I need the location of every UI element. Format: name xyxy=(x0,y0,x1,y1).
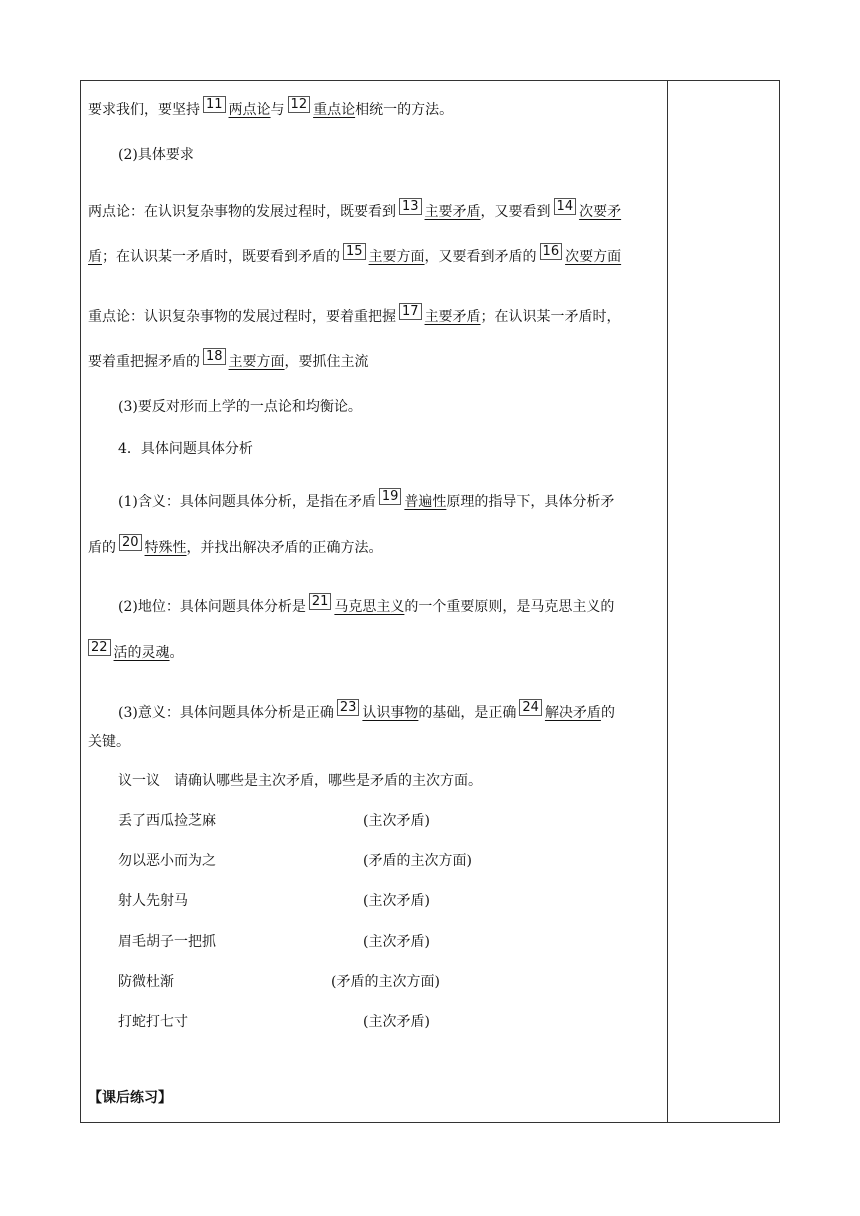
idiom-phrase: 眉毛胡子一把抓 xyxy=(118,934,216,950)
blank-number: 14 xyxy=(554,198,577,215)
text: ，要抓住主流 xyxy=(284,354,369,370)
answer: 重点论 xyxy=(313,102,356,118)
blank-number: 13 xyxy=(399,198,422,215)
paragraph-3 xyxy=(88,199,622,222)
text: 的 xyxy=(600,705,615,721)
paragraph-5 xyxy=(88,304,621,327)
blank-number: 22 xyxy=(88,639,111,656)
answer: 主要矛盾 xyxy=(424,309,481,325)
text: ，并找出解决矛盾的正确方法。 xyxy=(186,540,383,556)
paragraph-4 xyxy=(88,244,622,267)
blank-number: 23 xyxy=(337,699,360,716)
idiom-answer: (主次矛盾) xyxy=(363,813,430,829)
blank-number: 11 xyxy=(203,96,226,113)
blank-number: 21 xyxy=(309,593,332,610)
text: ，又要看到 xyxy=(480,204,551,220)
text: (3)意义：具体问题具体分析是正确 xyxy=(118,705,334,721)
text: 的一个重要原则，是马克思主义的 xyxy=(404,599,615,615)
blank-number: 15 xyxy=(343,243,366,260)
answer: 两点论 xyxy=(228,102,271,118)
paragraph-1 xyxy=(88,97,454,120)
paragraph-9 xyxy=(118,489,615,512)
answer: 特殊性 xyxy=(144,540,187,556)
answer: 马克思主义 xyxy=(334,599,405,615)
text: 的基础，是正确 xyxy=(418,705,517,721)
idiom-answer: (主次矛盾) xyxy=(363,1014,430,1030)
answer: 主要矛盾 xyxy=(424,204,481,220)
idiom-phrase: 打蛇打七寸 xyxy=(118,1014,188,1030)
text: 原理的指导下，具体分析矛 xyxy=(446,494,615,510)
text: ；在认识某一矛盾时， xyxy=(480,309,621,325)
idiom-answer: (主次矛盾) xyxy=(363,934,430,950)
blank-number: 18 xyxy=(203,348,226,365)
idiom-phrase: 丢了西瓜捡芝麻 xyxy=(118,813,216,829)
blank-number: 20 xyxy=(119,534,142,551)
text: ，又要看到矛盾的 xyxy=(424,249,537,265)
answer: 盾 xyxy=(88,249,102,265)
text: 重点论：认识复杂事物的发展过程时，要着重把握 xyxy=(88,309,396,325)
discussion-prompt: 议一议 请确认哪些是主次矛盾，哪些是矛盾的主次方面。 xyxy=(118,773,482,789)
paragraph-13 xyxy=(118,700,615,723)
answer: 主要方面 xyxy=(228,354,285,370)
paragraph-11 xyxy=(118,594,615,617)
text: (1)含义：具体问题具体分析，是指在矛盾 xyxy=(118,494,376,510)
idiom-phrase: 射人先射马 xyxy=(118,893,188,909)
blank-number: 12 xyxy=(288,96,311,113)
answer: 普遍性 xyxy=(404,494,447,510)
paragraph-14: 关键。 xyxy=(88,734,130,750)
paragraph-2: (2)具体要求 xyxy=(118,147,194,163)
blank-number: 17 xyxy=(399,303,422,320)
section-heading: 【课后练习】 xyxy=(88,1090,172,1106)
blank-number: 16 xyxy=(540,243,563,260)
answer: 次要矛 xyxy=(579,204,622,220)
text: 要着重把握矛盾的 xyxy=(88,354,200,370)
column-divider xyxy=(667,80,668,1123)
answer: 解决矛盾 xyxy=(544,705,601,721)
idiom-answer: (主次矛盾) xyxy=(363,893,430,909)
answer: 主要方面 xyxy=(368,249,425,265)
text: (2)地位：具体问题具体分析是 xyxy=(118,599,306,615)
text: 。 xyxy=(169,645,184,661)
text: 与 xyxy=(270,102,285,118)
idiom-phrase: 勿以恶小而为之 xyxy=(118,853,216,869)
text: 两点论：在认识复杂事物的发展过程时，既要看到 xyxy=(88,204,396,220)
answer: 活的灵魂 xyxy=(113,645,170,661)
blank-number: 24 xyxy=(519,699,542,716)
paragraph-12 xyxy=(88,640,184,663)
paragraph-10 xyxy=(88,535,383,558)
paragraph-6 xyxy=(88,349,369,372)
idiom-answer: (矛盾的主次方面) xyxy=(363,853,472,869)
text: ；在认识某一矛盾时，既要看到矛盾的 xyxy=(102,249,340,265)
text: 盾的 xyxy=(88,540,116,556)
blank-number: 19 xyxy=(379,488,402,505)
paragraph-7: (3)要反对形而上学的一点论和均衡论。 xyxy=(118,399,362,415)
section-4-heading: 4．具体问题具体分析 xyxy=(118,441,253,457)
answer: 次要方面 xyxy=(565,249,622,265)
text: 要求我们，要坚持 xyxy=(88,102,200,118)
text: 相统一的方法。 xyxy=(355,102,454,118)
idiom-phrase: 防微杜渐 xyxy=(118,974,174,990)
answer: 认识事物 xyxy=(362,705,419,721)
idiom-answer: (矛盾的主次方面) xyxy=(331,974,440,990)
